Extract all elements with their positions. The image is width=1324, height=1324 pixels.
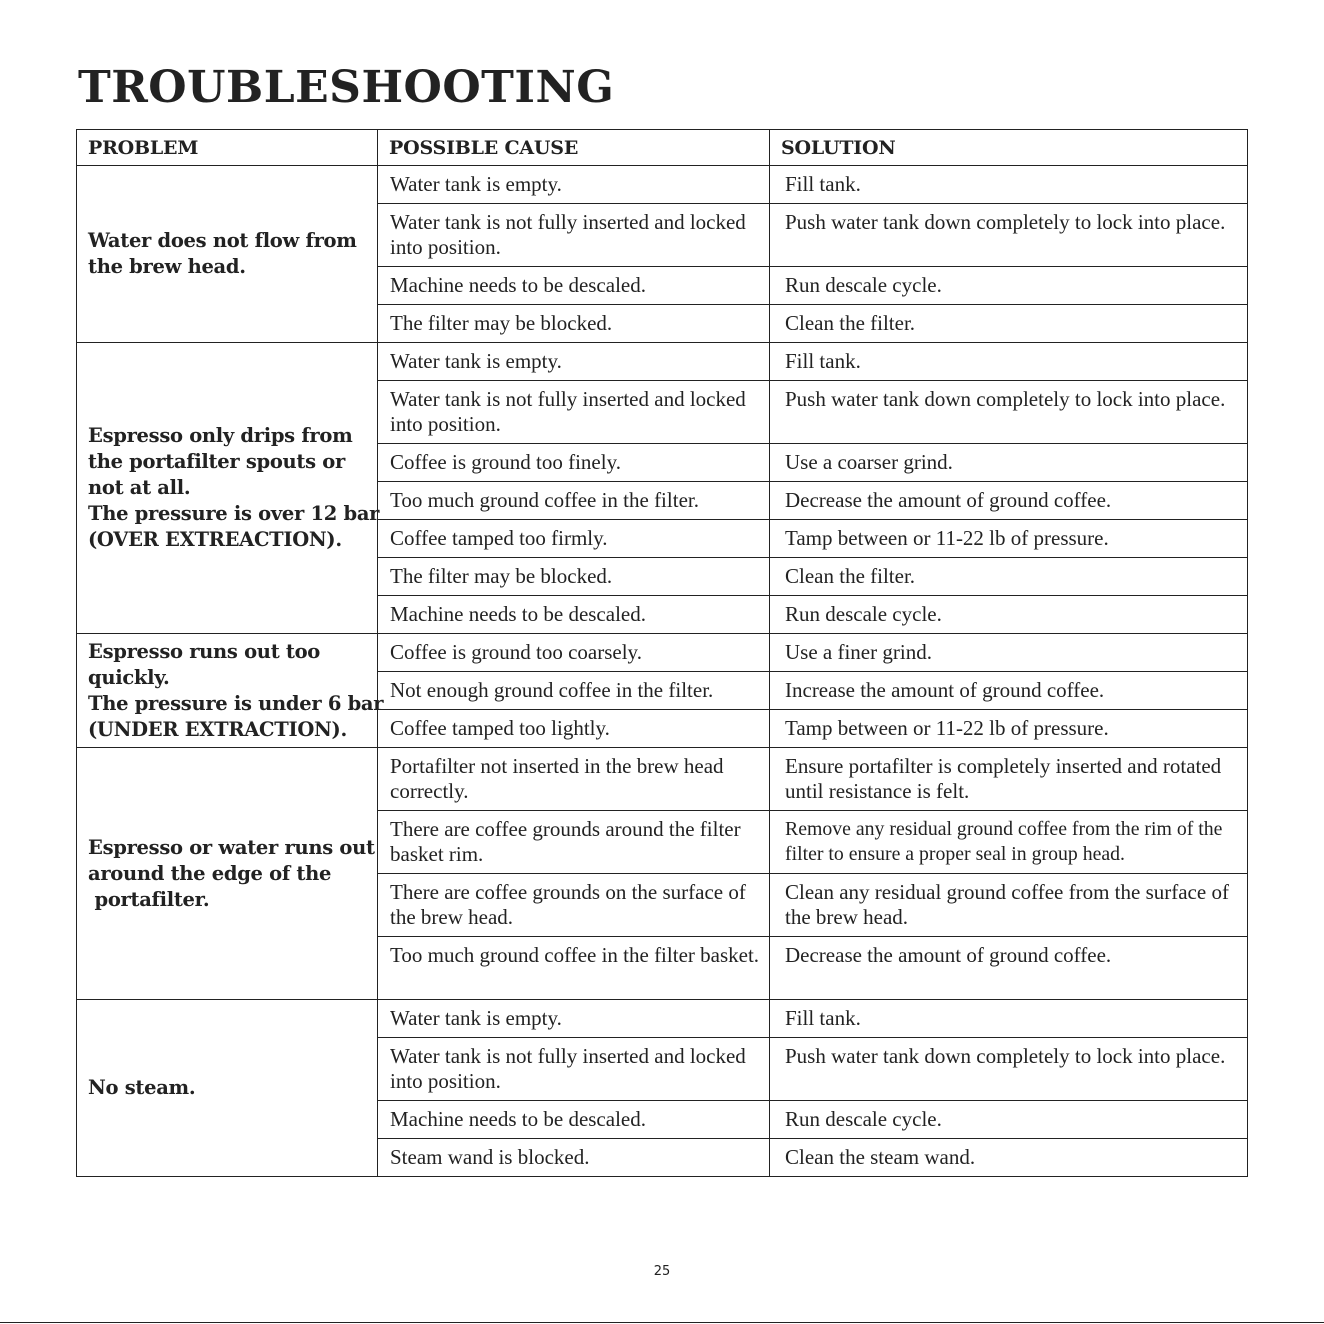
cause-cell: Machine needs to be descaled. bbox=[378, 267, 770, 305]
problem-text-line: not at all. bbox=[88, 476, 191, 499]
page-number: 25 bbox=[653, 1264, 671, 1279]
cause-cell: Too much ground coffee in the filter basket. bbox=[378, 937, 770, 1000]
cause-cell: Coffee is ground too coarsely. bbox=[378, 634, 770, 672]
problem-cell bbox=[77, 343, 378, 634]
header-solution: SOLUTION bbox=[770, 130, 1248, 166]
cause-cell: Water tank is not fully inserted and locked into position. bbox=[378, 1038, 770, 1101]
solution-cell: Push water tank down completely to lock into place. bbox=[770, 381, 1248, 444]
solution-cell: Clean the filter. bbox=[770, 305, 1248, 343]
cause-cell: The filter may be blocked. bbox=[378, 305, 770, 343]
table-row bbox=[77, 634, 1248, 672]
problem-text-line: quickly. bbox=[88, 665, 170, 689]
solution-cell: Increase the amount of ground coffee. bbox=[770, 672, 1248, 710]
problem-text-line: Water does not flow from bbox=[88, 229, 357, 252]
cause-cell: Steam wand is blocked. bbox=[378, 1139, 770, 1177]
cause-cell: Not enough ground coffee in the filter. bbox=[378, 672, 770, 710]
problem-text-line: the brew head. bbox=[88, 255, 246, 278]
table-header-row bbox=[77, 130, 1248, 166]
cause-cell: Coffee is ground too finely. bbox=[378, 444, 770, 482]
solution-cell: Push water tank down completely to lock into place. bbox=[770, 1038, 1248, 1101]
cause-cell: Water tank is empty. bbox=[378, 166, 770, 204]
table-body bbox=[77, 166, 1248, 1177]
cause-cell: Machine needs to be descaled. bbox=[378, 1101, 770, 1139]
solution-cell: Run descale cycle. bbox=[770, 1101, 1248, 1139]
cause-cell: Water tank is not fully inserted and locked into position. bbox=[378, 204, 770, 267]
cause-cell: Water tank is not fully inserted and locked into position. bbox=[378, 381, 770, 444]
solution-cell: Decrease the amount of ground coffee. bbox=[770, 482, 1248, 520]
solution-cell: Clean the steam wand. bbox=[770, 1139, 1248, 1177]
problem-text-line: around the edge of the bbox=[88, 861, 332, 885]
cause-cell: Machine needs to be descaled. bbox=[378, 596, 770, 634]
solution-cell: Tamp between or 11-22 lb of pressure. bbox=[770, 520, 1248, 558]
cause-cell: Too much ground coffee in the filter. bbox=[378, 482, 770, 520]
problem-cell bbox=[77, 166, 378, 343]
solution-cell: Remove any residual ground coffee from the rim of the filter to ensure a proper seal in group head. bbox=[770, 811, 1248, 874]
troubleshooting-table bbox=[76, 129, 1248, 1177]
cause-cell: Water tank is empty. bbox=[378, 1000, 770, 1038]
table-row bbox=[77, 748, 1248, 811]
problem-text-line: No steam. bbox=[88, 1076, 196, 1099]
solution-cell: Decrease the amount of ground coffee. bbox=[770, 937, 1248, 1000]
table-row bbox=[77, 1000, 1248, 1038]
header-problem: PROBLEM bbox=[77, 130, 378, 166]
solution-cell: Run descale cycle. bbox=[770, 267, 1248, 305]
solution-cell: Push water tank down completely to lock into place. bbox=[770, 204, 1248, 267]
solution-cell: Tamp between or 11-22 lb of pressure. bbox=[770, 710, 1248, 748]
cause-cell: There are coffee grounds on the surface of the brew head. bbox=[378, 874, 770, 937]
solution-cell: Fill tank. bbox=[770, 166, 1248, 204]
table-row bbox=[77, 166, 1248, 204]
problem-text-line: The pressure is under 6 bar bbox=[88, 691, 384, 715]
solution-cell: Use a finer grind. bbox=[770, 634, 1248, 672]
table-row bbox=[77, 343, 1248, 381]
solution-cell: Clean any residual ground coffee from the surface of the brew head. bbox=[770, 874, 1248, 937]
problem-cell bbox=[77, 748, 378, 1000]
solution-cell: Clean the filter. bbox=[770, 558, 1248, 596]
solution-cell: Run descale cycle. bbox=[770, 596, 1248, 634]
solution-cell: Ensure portafilter is completely inserted and rotated until resistance is felt. bbox=[770, 748, 1248, 811]
solution-cell: Fill tank. bbox=[770, 1000, 1248, 1038]
solution-cell: Use a coarser grind. bbox=[770, 444, 1248, 482]
cause-cell: Coffee tamped too lightly. bbox=[378, 710, 770, 748]
cause-cell: Water tank is empty. bbox=[378, 343, 770, 381]
bottom-rule bbox=[0, 1322, 1324, 1323]
cause-cell: There are coffee grounds around the filter basket rim. bbox=[378, 811, 770, 874]
problem-text-line: (UNDER EXTRACTION). bbox=[88, 717, 347, 741]
problem-text-line: (OVER EXTREACTION). bbox=[88, 528, 342, 551]
header-possible-cause: POSSIBLE CAUSE bbox=[378, 130, 770, 166]
problem-cell bbox=[77, 634, 384, 748]
cause-cell: Coffee tamped too firmly. bbox=[378, 520, 770, 558]
problem-text-line: Espresso runs out too bbox=[88, 639, 321, 663]
problem-text-line: the portafilter spouts or bbox=[88, 450, 345, 473]
problem-cell bbox=[77, 1000, 378, 1177]
cause-cell: The filter may be blocked. bbox=[378, 558, 770, 596]
cause-cell: Portafilter not inserted in the brew head correctly. bbox=[378, 748, 770, 811]
solution-cell: Fill tank. bbox=[770, 343, 1248, 381]
page-title: TROUBLESHOOTING bbox=[78, 62, 615, 113]
problem-text-line: Espresso or water runs out bbox=[88, 835, 375, 859]
problem-text-line: portafilter. bbox=[88, 887, 210, 911]
problem-text-line: The pressure is over 12 bar bbox=[88, 502, 380, 525]
problem-text-line: Espresso only drips from bbox=[88, 424, 353, 447]
